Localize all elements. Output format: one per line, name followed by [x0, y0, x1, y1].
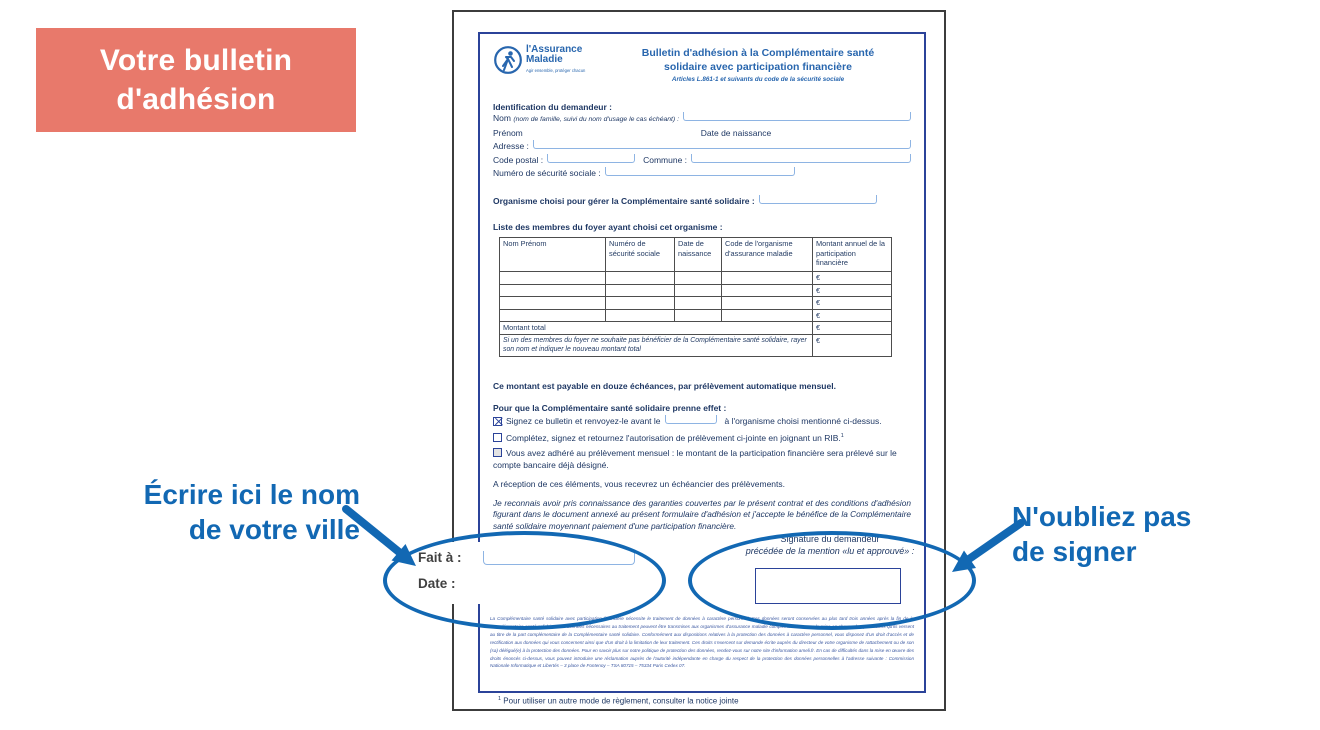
total-label: Montant total: [500, 322, 813, 335]
checkbox-line-3: [493, 447, 911, 472]
footnote-ref: 1: [498, 696, 502, 702]
form-title-line1: Bulletin d'adhésion à la Complémentaire santé: [641, 47, 875, 59]
member-cell[interactable]: [606, 272, 675, 285]
euro-cell[interactable]: €: [813, 297, 892, 310]
member-cell[interactable]: [500, 284, 606, 297]
member-cell[interactable]: [500, 272, 606, 285]
code-postal-label: Code postal :: [493, 154, 544, 165]
strike-euro-cell[interactable]: €: [813, 334, 892, 356]
naissance-label: Date de naissance: [700, 127, 772, 138]
strike-note-row: [500, 334, 892, 356]
signature-caption-line1: Signature du demandeur: [780, 534, 880, 544]
identification-heading: Identification du demandeur :: [493, 102, 613, 112]
checkbox1-text-before: Signez ce bulletin et renvoyez-le avant le: [506, 416, 661, 426]
member-cell[interactable]: [606, 284, 675, 297]
member-cell[interactable]: [606, 309, 675, 322]
euro-cell[interactable]: €: [813, 284, 892, 297]
effet-heading: Pour que la Complémentaire santé solidaire prenne effet :: [493, 402, 727, 413]
footnote: [498, 696, 739, 706]
arrow-to-signature: [952, 523, 1021, 572]
member-cell[interactable]: [606, 297, 675, 310]
footnote-text: Pour utiliser un autre mode de règlement, consulter la notice jointe: [503, 696, 739, 706]
slide-title-box: [36, 28, 356, 132]
member-cell[interactable]: [675, 309, 722, 322]
member-row: [500, 297, 892, 310]
note-dont-forget-sign-line2: de signer: [1012, 536, 1137, 567]
assurance-maladie-logo-icon: [493, 45, 523, 75]
member-cell[interactable]: [722, 309, 813, 322]
commune-label: Commune :: [643, 154, 688, 165]
organisme-label: Organisme choisi pour gérer la Complémentaire santé solidaire :: [493, 195, 755, 206]
col-naissance: Date de naissance: [675, 238, 722, 272]
logo-tagline: Agir ensemble, protéger chacun: [526, 68, 586, 73]
garanties-paragraph: Je reconnais avoir pris connaissance des garanties couvertes par le présent contrat et des conditions d'adhésion figurant dans le document annexé au présent formulaire d'adhésion et j'accepte le bénéfice de la Complémentaire santé solidaire moyennant paiement d'une participation financière.: [493, 497, 911, 531]
fait-date-block: [402, 542, 650, 604]
signature-box[interactable]: [755, 568, 901, 604]
liste-heading: Liste des membres du foyer ayant choisi cet organisme :: [493, 222, 723, 232]
legal-fine-print: La Complémentaire santé solidaire avec participation financière nécessite le traitement de données à caractère personnel. Ces données seront conservées au plus tard trois années après la fin de la Complémentaire santé solidaire. Les données nécessaires au traitement peuvent être transmises aux organismes d'assurance maladie complémentaire, pour la prise en charge des prestations qu'ils versent au titre de la part complémentaire de la Complémentaire santé solidaire. Conformément aux dispositions relatives à la protection des données à caractère personnel, vous disposez d'un droit d'accès et de rectification aux données qui vous concernent ainsi que d'un droit à la limitation de leur traitement. Ces droits s'exercent sur demande écrite auprès du directeur de votre organisme de rattachement ou de son (sa) délégué(e) à la protection des données. Pour en savoir plus sur notre politique de protection des données, rendez-vous sur notre site d'information ameli.fr. En cas de difficultés dans la mise en œuvre des droits énoncés ci-dessus, vous pouvez introduire une réclamation auprès de l'autorité indépendante en charge du respect de la protection des données personnelles à l'adresse suivante : Commission Nationale Informatique et Libertés – 3 place de Fontenoy – TSA 80715 – 75334 Paris Cedex 07.: [490, 616, 914, 669]
deadline-field[interactable]: [665, 415, 717, 424]
adresse-field[interactable]: [533, 140, 911, 149]
checkbox-already-debit[interactable]: [493, 448, 502, 457]
fait-a-label: Fait à :: [418, 550, 462, 565]
members-table: [499, 237, 892, 357]
total-row: [500, 322, 892, 335]
col-nss: Numéro de sécurité sociale: [606, 238, 675, 272]
euro-cell[interactable]: €: [813, 272, 892, 285]
note-write-city: [40, 477, 360, 547]
commune-field[interactable]: [691, 154, 911, 163]
assurance-maladie-logo: [493, 42, 605, 94]
col-code-organisme: Code de l'organisme d'assurance maladie: [722, 238, 813, 272]
member-row: [500, 284, 892, 297]
checkbox2-text: Complétez, signez et retournez l'autorisation de prélèvement ci-jointe en joignant un RIB.: [506, 432, 841, 443]
prenom-label: Prénom: [493, 127, 523, 138]
signature-caption-line2: précédée de la mention «lu et approuvé» :: [745, 546, 915, 556]
checkbox3-text: Vous avez adhéré au prélèvement mensuel : le montant de la participation financière sera prélevé sur le compte bancaire déjà désigné.: [493, 447, 897, 471]
member-cell[interactable]: [500, 297, 606, 310]
slide-title-line2: d'adhésion: [116, 83, 276, 116]
form-title-line2: solidaire avec participation financière: [664, 61, 852, 73]
member-cell[interactable]: [722, 272, 813, 285]
note-write-city-line1: Écrire ici le nom: [143, 479, 360, 510]
nss-field[interactable]: [605, 167, 795, 176]
organisme-field[interactable]: [759, 195, 877, 204]
note-write-city-line2: de votre ville: [188, 514, 360, 545]
col-nom-prenom: Nom Prénom: [500, 238, 606, 272]
checkbox-complete-rib[interactable]: [493, 433, 502, 442]
col-montant: Montant annuel de la participation financière: [813, 238, 892, 272]
adresse-label: Adresse :: [493, 141, 529, 151]
euro-cell[interactable]: €: [813, 309, 892, 322]
date-label: Date :: [418, 576, 456, 591]
logo-text-line1: l'Assurance: [526, 44, 583, 55]
reception-text: A réception de ces éléments, vous recevrez un échéancier des prélèvements.: [493, 478, 785, 489]
note-dont-forget-sign: [1012, 499, 1302, 569]
payable-text: Ce montant est payable en douze échéances, par prélèvement automatique mensuel.: [493, 380, 836, 391]
member-cell[interactable]: [675, 284, 722, 297]
form-subtitle: Articles L.861-1 et suivants du code de la sécurité sociale: [671, 76, 845, 83]
checkbox2-footnote-ref: 1: [840, 433, 844, 439]
member-cell[interactable]: [675, 272, 722, 285]
slide-title-line1: Votre bulletin: [99, 44, 293, 77]
checkbox1-text-after: à l'organisme choisi mentionné ci-dessus.: [724, 416, 882, 426]
total-euro-cell[interactable]: €: [813, 322, 892, 335]
fait-a-field[interactable]: [483, 551, 635, 565]
checkbox-sign-return[interactable]: [493, 417, 502, 426]
member-row: [500, 309, 892, 322]
checkbox-line-2: [493, 430, 911, 444]
members-table-header-row: [500, 238, 892, 272]
member-row: [500, 272, 892, 285]
form-page: [452, 10, 946, 711]
member-cell[interactable]: [675, 297, 722, 310]
note-dont-forget-sign-line1: N'oubliez pas: [1012, 501, 1192, 532]
logo-text-line2: Maladie: [526, 54, 563, 65]
strike-note: Si un des membres du foyer ne souhaite pas bénéficier de la Complémentaire santé solidaire, rayer son nom et indiquer le nouveau montant total: [500, 334, 813, 356]
member-cell[interactable]: [722, 297, 813, 310]
nom-field[interactable]: [683, 112, 911, 121]
form-header: [493, 42, 911, 94]
checkbox-line-1: [493, 415, 911, 428]
member-cell[interactable]: [722, 284, 813, 297]
nss-label: Numéro de sécurité sociale :: [493, 168, 601, 178]
nom-label: Nom: [493, 113, 511, 123]
nom-hint: (nom de famille, suivi du nom d'usage le cas échéant) :: [513, 116, 679, 123]
member-cell[interactable]: [500, 309, 606, 322]
code-postal-field[interactable]: [547, 154, 635, 163]
